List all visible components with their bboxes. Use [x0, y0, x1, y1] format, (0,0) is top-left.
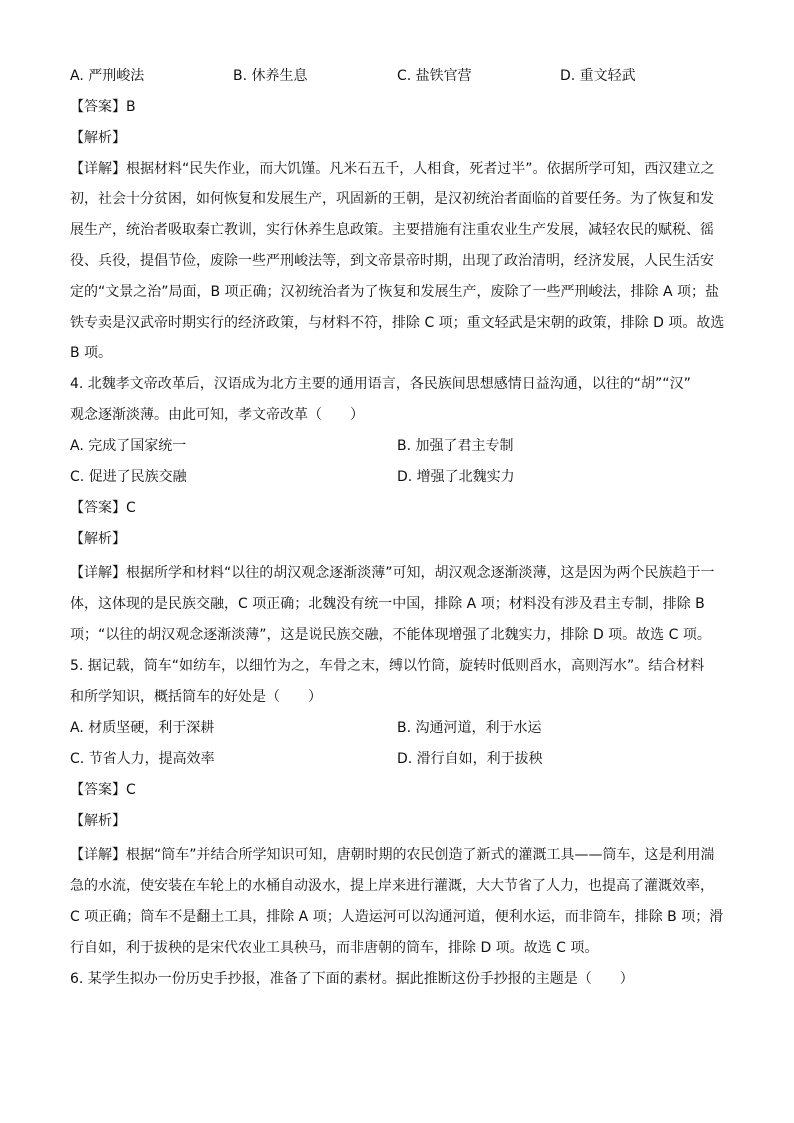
q4-option-b: B. 加强了君主专制 — [397, 438, 514, 454]
q5-option-d: D. 滑行自如，利于拔秧 — [397, 751, 543, 767]
q3-detail-line: 【详解】根据材料“民失作业，而大饥馑。凡米石五千，人相食，死者过半”。依据所学可知，西汉建立之 — [70, 161, 715, 177]
q5-detail-line: 【详解】根据“筒车”并结合所学知识可知，唐朝时期的农民创造了新式的灌溉工具——筒车，这是利用湍 — [70, 847, 715, 863]
q6-stem-line: 6. 某学生拟办一份历史手抄报，准备了下面的素材。据此推断这份手抄报的主题是（ ） — [70, 971, 634, 987]
q3-detail-line: B 项。 — [70, 345, 113, 361]
q4-stem-line: 观念逐渐淡薄。由此可知，孝文帝改革（ ） — [70, 407, 364, 423]
q4-detail-line: 体，这体现的是民族交融，C 项正确；北魏没有统一中国，排除 A 项；材料没有涉及君主专制，排除 B — [70, 596, 705, 612]
q4-answer: 【答案】C — [70, 500, 136, 516]
q3-detail-line: 铁专卖是汉武帝时期实行的经济政策，与材料不符，排除 C 项；重文轻武是宋朝的政策，排除 D 项。故选 — [70, 315, 725, 331]
q5-stem-line: 5. 据记载，筒车“如纺车，以细竹为之，车骨之末，缚以竹筒，旋转时低则舀水，高则泻水”。结合材料 — [70, 658, 705, 674]
q3-detail-line: 初，社会十分贫困，如何恢复和发展生产，巩固新的王朝，是汉初统治者面临的首要任务。为了恢复和发 — [70, 191, 714, 207]
q5-detail-line: 急的水流，使安装在车轮上的水桶自动汲水，提上岸来进行灌溉，大大节省了人力，也提高了灌溉效率， — [70, 878, 714, 894]
q3-option-b: B. 休养生息 — [233, 68, 308, 84]
q4-detail-line: 项；“以往的胡汉观念逐渐淡薄”，这是说民族交融，不能体现增强了北魏实力，排除 D 项。故选 C 项。 — [70, 627, 711, 643]
q3-detail-line: 定的“文景之治”局面，B 项正确；汉初统治者为了恢复和发展生产，废除了一些严刑峻法，排除 A 项；盐 — [70, 284, 720, 300]
q3-option-a: A. 严刑峻法 — [70, 68, 145, 84]
q5-option-c: C. 节省人力，提高效率 — [70, 751, 215, 767]
q3-option-d: D. 重文轻武 — [560, 68, 636, 84]
q5-option-b: B. 沟通河道，利于水运 — [397, 720, 542, 736]
q3-detail-line: 役、兵役，提倡节俭，废除一些严刑峻法等，到文帝景帝时期，出现了政治清明，经济发展，人民生活安 — [70, 253, 714, 269]
q5-analysis-heading: 【解析】 — [70, 813, 126, 829]
q4-option-c: C. 促进了民族交融 — [70, 469, 187, 485]
q4-analysis-heading: 【解析】 — [70, 531, 126, 547]
q5-detail-line: C 项正确；筒车不是翻土工具，排除 A 项；人造运河可以沟通河道，便利水运，而非筒车，排除 B 项；滑 — [70, 909, 724, 925]
q3-option-c: C. 盐铁官营 — [397, 68, 472, 84]
q3-detail-line: 展生产，统治者吸取秦亡教训，实行休养生息政策。主要措施有注重农业生产发展，减轻农民的赋税、徭 — [70, 222, 714, 238]
q5-option-a: A. 材质坚硬，利于深耕 — [70, 720, 215, 736]
q4-option-a: A. 完成了国家统一 — [70, 438, 187, 454]
q5-stem-line: 和所学知识，概括筒车的好处是（ ） — [70, 689, 322, 705]
q3-analysis-heading: 【解析】 — [70, 130, 126, 146]
q5-detail-line: 行自如，利于拔秧的是宋代农业工具秧马，而非唐朝的筒车，排除 D 项。故选 C 项。 — [70, 940, 599, 956]
q5-answer: 【答案】C — [70, 782, 136, 798]
q3-answer: 【答案】B — [70, 99, 136, 115]
q4-option-d: D. 增强了北魏实力 — [397, 469, 515, 485]
q4-detail-line: 【详解】根据所学和材料“以往的胡汉观念逐渐淡薄”可知，胡汉观念逐渐淡薄，这是因为两个民族趋于一 — [70, 565, 715, 581]
q4-stem-line: 4. 北魏孝文帝改革后，汉语成为北方主要的通用语言，各民族间思想感情日益沟通，以往的“胡”“汉” — [70, 376, 691, 392]
